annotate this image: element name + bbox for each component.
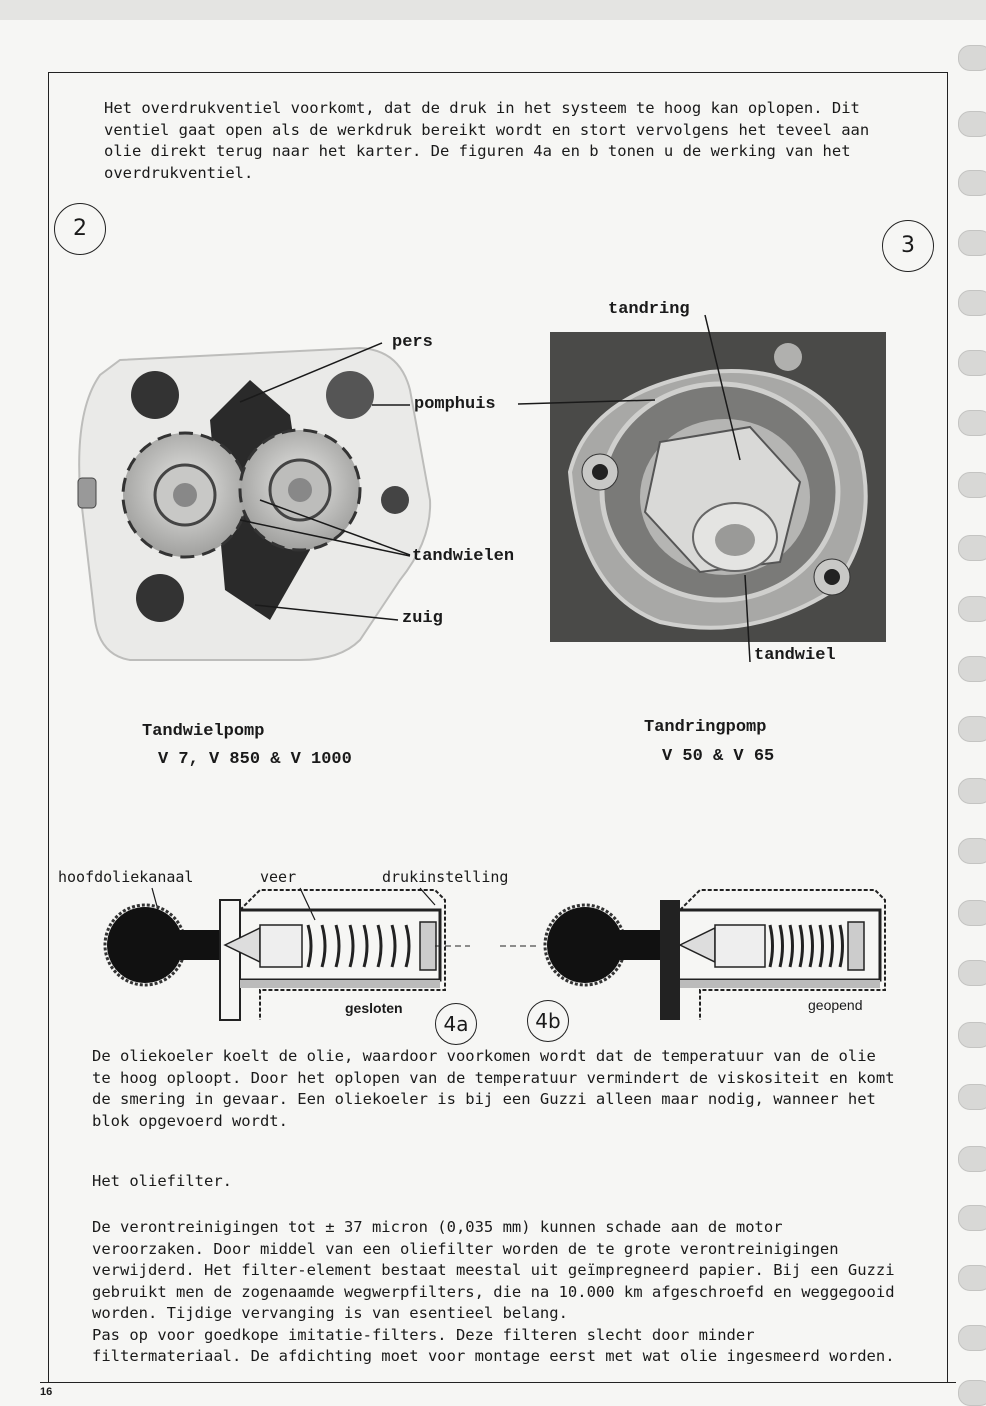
oliefilter-line: De verontreinigingen tot ± 37 micron (0,035 mm) kunnen schade aan de motor [92, 1218, 783, 1236]
page-number: 16 [40, 1386, 53, 1398]
label-pomphuis: pomphuis [414, 395, 496, 414]
oliekoeler-line: te hoog oploopt. Door het oplopen van de temperatuur vermindert de viskositeit en komt [92, 1068, 895, 1087]
label-hoofdoliekanaal: hoofdoliekanaal [58, 868, 194, 886]
page-frame-bottom-rule [40, 1382, 956, 1383]
oliefilter-line: gebruikt men de zogenaamde wegwerpfilters, die na 10.000 km afgeschroefd en weggegooid [92, 1282, 895, 1301]
oliefilter-line: worden. Tijdige vervanging is van esentieel belang. [92, 1304, 568, 1322]
oliekoeler-line: De oliekoeler koelt de olie, waardoor voorkomen wordt dat de temperatuur van de olie [92, 1047, 876, 1065]
punch-hole [958, 1325, 986, 1351]
label-gesloten: gesloten [345, 1000, 403, 1016]
oliefilter-heading: Het oliefilter. [92, 1172, 232, 1190]
oliekoeler-line: de smering in gevaar. Een oliekoeler is bij een Guzzi alleen maar nodig, wanneer het [92, 1090, 876, 1108]
punch-hole [958, 1380, 986, 1406]
punch-hole [958, 778, 986, 804]
intro-line: ventiel gaat open als de werkdruk bereikt wordt en stort vervolgens het teveel aan [104, 120, 870, 139]
punch-hole [958, 1146, 986, 1172]
label-pers: pers [392, 333, 433, 352]
pressure-valve-diagram [100, 880, 900, 1025]
figure-number-2: 2 [54, 203, 106, 255]
label-tandring: tandring [608, 300, 690, 319]
gear-pump-caption-title: Tandwielpomp [142, 722, 265, 741]
punch-hole [958, 1022, 986, 1048]
intro-line: overdrukventiel. [104, 163, 254, 182]
label-tandwiel: tandwiel [754, 646, 836, 665]
label-veer: veer [260, 868, 297, 886]
figure-number-4b: 4b [527, 1000, 569, 1042]
punch-hole [958, 1265, 986, 1291]
ring-pump-caption-models: V 50 & V 65 [662, 747, 775, 766]
figure-number-3: 3 [882, 220, 934, 272]
valve-closed-drawing [105, 888, 470, 1020]
intro-line: olie direkt terug naar het karter. De figuren 4a en b tonen u de werking van het [104, 142, 851, 160]
oliefilter-line: veroorzaken. Door middel van een oliefilter worden de te grote verontreinigingen [92, 1239, 839, 1258]
oliefilter-paragraph [92, 1217, 895, 1368]
punch-hole [958, 960, 986, 986]
label-tandwielen: tandwielen [412, 547, 515, 566]
label-drukinstelling: drukinstelling [382, 868, 509, 886]
punch-hole [958, 838, 986, 864]
punch-hole [958, 1084, 986, 1110]
punch-hole [958, 900, 986, 926]
oliekoeler-paragraph [92, 1046, 895, 1132]
oliefilter-line: verwijderd. Het filter-element bestaat meestal uit geïmpregneerd papier. Bij een Guzzi [92, 1261, 895, 1279]
oliekoeler-line: blok opgevoerd wordt. [92, 1111, 288, 1130]
punch-hole [958, 1205, 986, 1231]
label-zuig: zuig [402, 609, 443, 628]
ring-pump-caption-title: Tandringpomp [644, 718, 767, 737]
oliefilter-line: filtermateriaal. De afdichting moet voor montage eerst met wat olie ingesmeerd worden. [92, 1347, 895, 1365]
valve-open-drawing [500, 890, 885, 1020]
ring-pump-leaders [0, 0, 986, 700]
intro-line: Het overdrukventiel voorkomt, dat de druk in het systeem te hoog kan oplopen. Dit [104, 99, 860, 117]
figure-number-4a: 4a [435, 1003, 477, 1045]
punch-hole [958, 716, 986, 742]
oliefilter-line: Pas op voor goedkope imitatie-filters. Deze filteren slecht door minder [92, 1325, 755, 1344]
gear-pump-caption-models: V 7, V 850 & V 1000 [158, 750, 352, 769]
label-geopend: geopend [808, 997, 863, 1013]
